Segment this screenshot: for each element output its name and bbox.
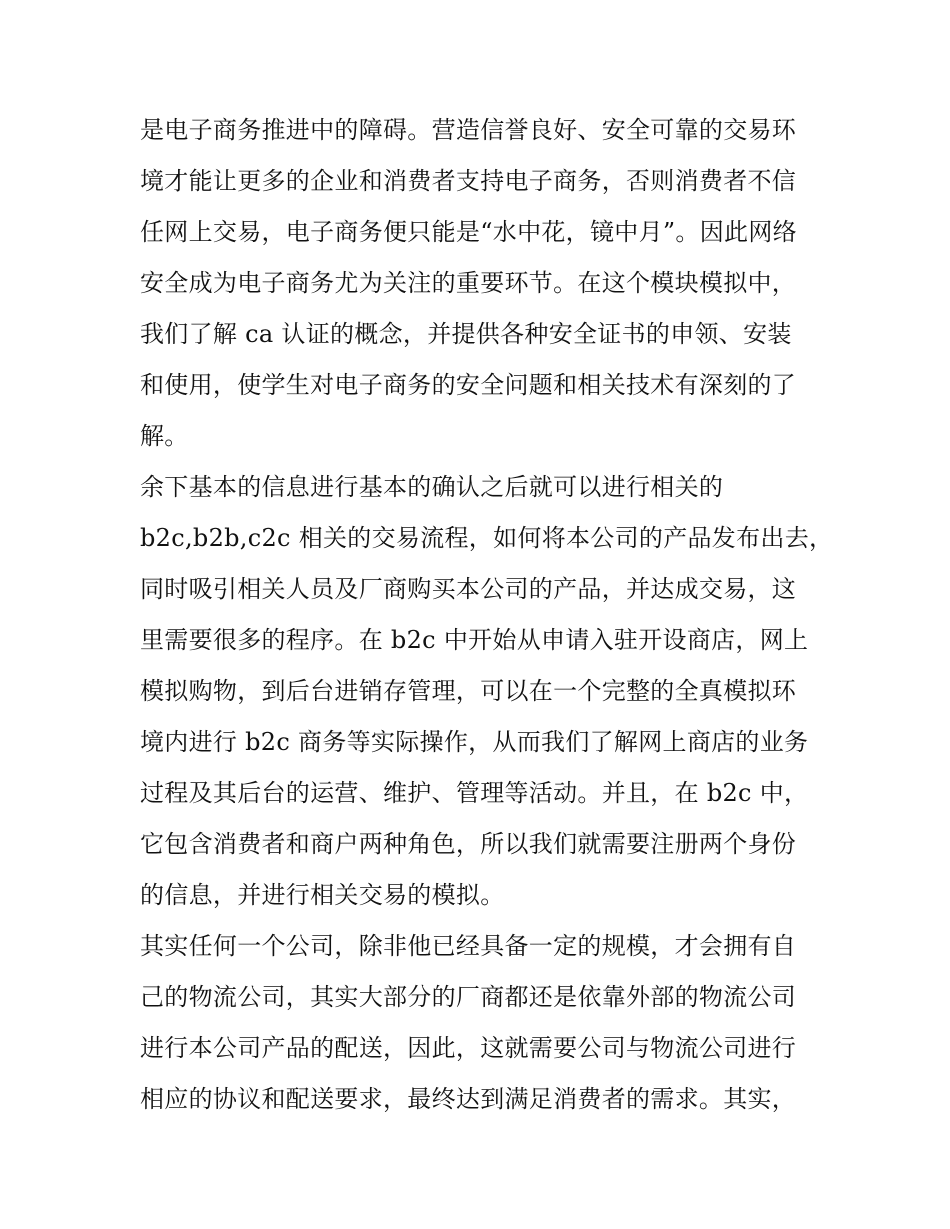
document-body: [140, 105, 834, 1125]
text-line: 解。: [140, 422, 189, 450]
text-line: 相应的协议和配送要求，最终达到满足消费者的需求。其实，: [140, 1085, 797, 1113]
text-line: 其实任何一个公司，除非他已经具备一定的规模，才会拥有自: [140, 932, 797, 960]
text-line: 同时吸引相关人员及厂商购买本公司的产品，并达成交易，这: [140, 575, 797, 603]
text-line: 安全成为电子商务尤为关注的重要环节。在这个模块模拟中，: [140, 269, 797, 297]
text-line: 过程及其后台的运营、维护、管理等活动。并且，在 b2c 中，: [140, 779, 809, 807]
text-line: 模拟购物，到后台进销存管理，可以在一个完整的全真模拟环: [140, 677, 797, 705]
text-line: 进行本公司产品的配送，因此，这就需要公司与物流公司进行: [140, 1034, 797, 1062]
text-line: 是电子商务推进中的障碍。营造信誉良好、安全可靠的交易环: [140, 116, 797, 144]
text-line: 里需要很多的程序。在 b2c 中开始从申请入驻开设商店，网上: [140, 626, 809, 654]
text-line: 余下基本的信息进行基本的确认之后就可以进行相关的: [140, 473, 724, 501]
text-line: b2c,b2b,c2c 相关的交易流程，如何将本公司的产品发布出去，: [140, 524, 834, 552]
text-line: 己的物流公司，其实大部分的厂商都还是依靠外部的物流公司: [140, 983, 797, 1011]
text-line: 我们了解 ca 认证的概念，并提供各种安全证书的申领、安装: [140, 320, 792, 348]
text-line: 境内进行 b2c 商务等实际操作，从而我们了解网上商店的业务: [140, 728, 809, 756]
text-line: 它包含消费者和商户两种角色，所以我们就需要注册两个身份: [140, 830, 797, 858]
text-line: 境才能让更多的企业和消费者支持电子商务，否则消费者不信: [140, 167, 797, 195]
text-line: 的信息，并进行相关交易的模拟。: [140, 881, 505, 909]
text-line: 和使用，使学生对电子商务的安全问题和相关技术有深刻的了: [140, 371, 797, 399]
text-line: 任网上交易，电子商务便只能是“水中花，镜中月”。因此网络: [140, 218, 797, 246]
